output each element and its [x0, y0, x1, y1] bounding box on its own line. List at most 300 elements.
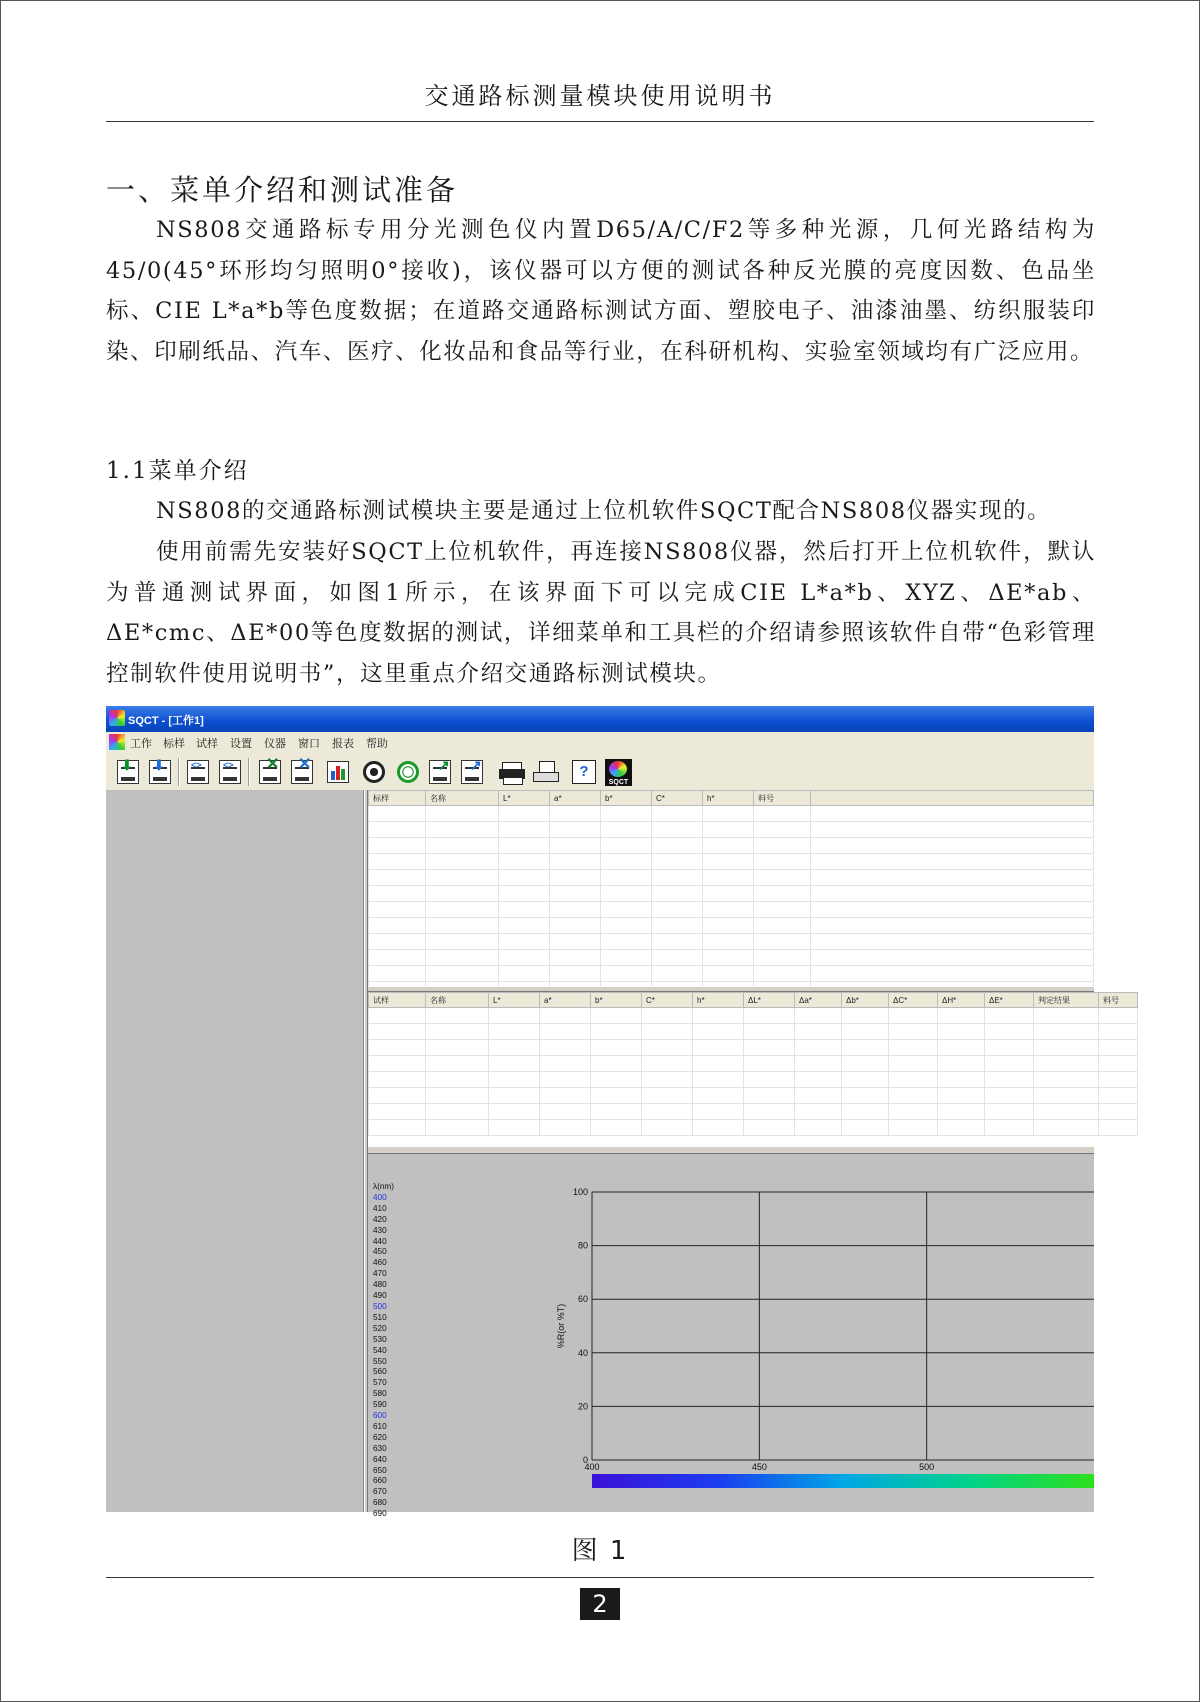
table-cell[interactable]	[369, 902, 426, 918]
table-cell[interactable]	[601, 950, 652, 966]
wavelength-item[interactable]: 560	[373, 1367, 387, 1377]
table-cell[interactable]	[795, 1056, 842, 1072]
table-cell[interactable]	[1099, 1104, 1138, 1120]
column-header[interactable]: ΔH*	[938, 993, 985, 1008]
table-cell[interactable]	[795, 1120, 842, 1136]
table-cell[interactable]	[601, 966, 652, 982]
table-cell[interactable]	[744, 1024, 795, 1040]
table-cell[interactable]	[642, 1008, 693, 1024]
help-icon[interactable]: ?	[570, 758, 598, 786]
table-cell[interactable]	[889, 1008, 938, 1024]
table-cell[interactable]	[842, 1120, 889, 1136]
table-cell[interactable]	[842, 1072, 889, 1088]
table-cell[interactable]	[642, 1024, 693, 1040]
table-row[interactable]	[369, 870, 1094, 886]
wavelength-item[interactable]: 460	[373, 1258, 387, 1268]
column-header[interactable]: ΔC*	[889, 993, 938, 1008]
table-cell[interactable]	[369, 886, 426, 902]
table-cell[interactable]	[591, 1072, 642, 1088]
table-cell[interactable]	[744, 1056, 795, 1072]
table-cell[interactable]	[754, 806, 811, 822]
table-cell[interactable]	[985, 1088, 1034, 1104]
table-cell[interactable]	[985, 1056, 1034, 1072]
table-cell[interactable]	[985, 1040, 1034, 1056]
table-cell[interactable]	[652, 806, 703, 822]
measure-standard-icon[interactable]	[360, 758, 388, 786]
wavelength-item[interactable]: 510	[373, 1312, 387, 1322]
table-cell[interactable]	[489, 1088, 540, 1104]
table-cell[interactable]	[938, 1056, 985, 1072]
table-row[interactable]	[369, 1120, 1138, 1136]
table-cell[interactable]	[795, 1040, 842, 1056]
table-cell[interactable]	[369, 950, 426, 966]
table-cell[interactable]	[426, 902, 499, 918]
wavelength-item[interactable]: 520	[373, 1323, 387, 1333]
table-cell[interactable]	[550, 838, 601, 854]
table-cell[interactable]	[795, 1088, 842, 1104]
table-cell[interactable]	[489, 1008, 540, 1024]
table-cell[interactable]	[744, 1120, 795, 1136]
column-header[interactable]: a*	[540, 993, 591, 1008]
wavelength-item[interactable]: 480	[373, 1280, 387, 1290]
table-cell[interactable]	[938, 1024, 985, 1040]
table-cell[interactable]	[811, 918, 1094, 934]
table-row[interactable]	[369, 806, 1094, 822]
table-cell[interactable]	[369, 870, 426, 886]
column-header[interactable]: 名称	[426, 791, 499, 806]
wavelength-item[interactable]: 540	[373, 1345, 387, 1355]
table-cell[interactable]	[550, 966, 601, 982]
table-cell[interactable]	[426, 1040, 489, 1056]
table-cell[interactable]	[693, 1056, 744, 1072]
table-cell[interactable]	[540, 1120, 591, 1136]
wavelength-item[interactable]: 400	[373, 1192, 387, 1202]
table-cell[interactable]	[499, 902, 550, 918]
table-row[interactable]	[369, 966, 1094, 982]
table-cell[interactable]	[426, 886, 499, 902]
table-cell[interactable]	[426, 806, 499, 822]
table-cell[interactable]	[795, 1072, 842, 1088]
measure-sample-icon[interactable]	[394, 758, 422, 786]
table-cell[interactable]	[754, 934, 811, 950]
wavelength-item[interactable]: 430	[373, 1225, 387, 1235]
table-cell[interactable]	[426, 1120, 489, 1136]
wavelength-item[interactable]: 620	[373, 1432, 387, 1442]
table-cell[interactable]	[985, 1104, 1034, 1120]
column-header[interactable]: 料号	[1099, 993, 1138, 1008]
table-cell[interactable]	[842, 1040, 889, 1056]
table-cell[interactable]	[499, 870, 550, 886]
table-cell[interactable]	[601, 902, 652, 918]
column-header[interactable]: Δa*	[795, 993, 842, 1008]
column-header[interactable]: C*	[642, 993, 693, 1008]
wavelength-item[interactable]: 530	[373, 1334, 387, 1344]
table-cell[interactable]	[499, 934, 550, 950]
table-cell[interactable]	[601, 806, 652, 822]
table-cell[interactable]	[842, 1008, 889, 1024]
print-preview-icon[interactable]	[532, 758, 560, 786]
column-header[interactable]: L*	[489, 993, 540, 1008]
wavelength-item[interactable]: 600	[373, 1411, 387, 1421]
table-cell[interactable]	[889, 1120, 938, 1136]
table-cell[interactable]	[1034, 1024, 1099, 1040]
table-cell[interactable]	[1099, 1072, 1138, 1088]
table-cell[interactable]	[642, 1088, 693, 1104]
table-cell[interactable]	[642, 1120, 693, 1136]
table-cell[interactable]	[744, 1040, 795, 1056]
table-cell[interactable]	[489, 1072, 540, 1088]
column-header[interactable]: L*	[499, 791, 550, 806]
table-cell[interactable]	[426, 870, 499, 886]
wavelength-item[interactable]: 440	[373, 1236, 387, 1246]
table-cell[interactable]	[591, 1120, 642, 1136]
table-cell[interactable]	[703, 870, 754, 886]
table-cell[interactable]	[938, 1104, 985, 1120]
wavelength-item[interactable]: 410	[373, 1203, 387, 1213]
table-cell[interactable]	[369, 1008, 426, 1024]
table-cell[interactable]	[489, 1056, 540, 1072]
table-cell[interactable]	[1034, 1072, 1099, 1088]
table-cell[interactable]	[550, 806, 601, 822]
wavelength-item[interactable]: 650	[373, 1465, 387, 1475]
table-cell[interactable]	[795, 1008, 842, 1024]
table-cell[interactable]	[652, 950, 703, 966]
table-cell[interactable]	[842, 1024, 889, 1040]
delete-standard-icon[interactable]: ✕	[256, 758, 284, 786]
table-cell[interactable]	[1034, 1056, 1099, 1072]
table-cell[interactable]	[693, 1072, 744, 1088]
table-cell[interactable]	[369, 918, 426, 934]
table-cell[interactable]	[601, 918, 652, 934]
table-cell[interactable]	[369, 1072, 426, 1088]
table-cell[interactable]	[1099, 1056, 1138, 1072]
wavelength-item[interactable]: 660	[373, 1476, 387, 1486]
table-cell[interactable]	[703, 934, 754, 950]
table-cell[interactable]	[842, 1088, 889, 1104]
table-cell[interactable]	[550, 854, 601, 870]
table-cell[interactable]	[811, 886, 1094, 902]
table-cell[interactable]	[889, 1056, 938, 1072]
table-cell[interactable]	[642, 1056, 693, 1072]
table-cell[interactable]	[652, 870, 703, 886]
table-row[interactable]	[369, 886, 1094, 902]
menu-item-window[interactable]: 窗口	[298, 738, 320, 750]
table-cell[interactable]	[601, 934, 652, 950]
table-cell[interactable]	[369, 838, 426, 854]
table-cell[interactable]	[499, 854, 550, 870]
table-cell[interactable]	[642, 1072, 693, 1088]
table-cell[interactable]	[591, 1088, 642, 1104]
table-cell[interactable]	[1099, 1120, 1138, 1136]
table-cell[interactable]	[426, 1008, 489, 1024]
table-cell[interactable]	[985, 1072, 1034, 1088]
column-header[interactable]: b*	[591, 993, 642, 1008]
table-cell[interactable]	[540, 1024, 591, 1040]
table-cell[interactable]	[754, 838, 811, 854]
table-cell[interactable]	[811, 854, 1094, 870]
table-row[interactable]	[369, 1056, 1138, 1072]
table-cell[interactable]	[550, 886, 601, 902]
table-cell[interactable]	[426, 822, 499, 838]
delete-sample-icon[interactable]: ✕	[288, 758, 316, 786]
wavelength-item[interactable]: 670	[373, 1487, 387, 1497]
table-row[interactable]	[369, 934, 1094, 950]
wavelength-item[interactable]: 450	[373, 1247, 387, 1257]
table-cell[interactable]	[744, 1008, 795, 1024]
table-cell[interactable]	[985, 1120, 1034, 1136]
table-cell[interactable]	[489, 1120, 540, 1136]
wavelength-item[interactable]: 640	[373, 1454, 387, 1464]
table-cell[interactable]	[985, 1008, 1034, 1024]
wavelength-item[interactable]: 580	[373, 1389, 387, 1399]
table-cell[interactable]	[811, 838, 1094, 854]
table-row[interactable]	[369, 1088, 1138, 1104]
menu-item-standard[interactable]: 标样	[163, 738, 185, 750]
column-header[interactable]: 名称	[426, 993, 489, 1008]
table-cell[interactable]	[369, 1056, 426, 1072]
wavelength-item[interactable]: 470	[373, 1269, 387, 1279]
table-cell[interactable]	[703, 854, 754, 870]
wavelength-item[interactable]: 610	[373, 1421, 387, 1431]
table-cell[interactable]	[369, 1088, 426, 1104]
column-header[interactable]: ΔE*	[985, 993, 1034, 1008]
column-header[interactable]: C*	[652, 791, 703, 806]
table-cell[interactable]	[1099, 1008, 1138, 1024]
table-cell[interactable]	[842, 1104, 889, 1120]
table-cell[interactable]	[795, 1104, 842, 1120]
wavelength-item[interactable]: 680	[373, 1498, 387, 1508]
table-cell[interactable]	[842, 1056, 889, 1072]
horizontal-splitter-2[interactable]	[368, 1146, 1094, 1154]
table-cell[interactable]	[754, 854, 811, 870]
menu-item-work[interactable]: 工作	[130, 738, 152, 750]
swap-standard-icon[interactable]: <>	[184, 758, 212, 786]
wavelength-item[interactable]: 490	[373, 1291, 387, 1301]
table-cell[interactable]	[499, 918, 550, 934]
table-cell[interactable]	[754, 822, 811, 838]
column-header[interactable]: Δb*	[842, 993, 889, 1008]
table-cell[interactable]	[369, 1040, 426, 1056]
table-cell[interactable]	[1034, 1040, 1099, 1056]
table-cell[interactable]	[754, 886, 811, 902]
table-cell[interactable]	[811, 966, 1094, 982]
menu-item-instrument[interactable]: 仪器	[264, 738, 286, 750]
table-cell[interactable]	[499, 966, 550, 982]
table-cell[interactable]	[1099, 1040, 1138, 1056]
swap-sample-icon[interactable]: <>	[216, 758, 244, 786]
table-cell[interactable]	[426, 1088, 489, 1104]
table-cell[interactable]	[744, 1072, 795, 1088]
table-cell[interactable]	[591, 1104, 642, 1120]
table-cell[interactable]	[499, 838, 550, 854]
table-cell[interactable]	[693, 1104, 744, 1120]
table-cell[interactable]	[426, 1104, 489, 1120]
table-cell[interactable]	[938, 1072, 985, 1088]
table-cell[interactable]	[550, 822, 601, 838]
table-cell[interactable]	[652, 838, 703, 854]
table-cell[interactable]	[601, 822, 652, 838]
table-cell[interactable]	[795, 1024, 842, 1040]
table-cell[interactable]	[591, 1024, 642, 1040]
table-cell[interactable]	[703, 806, 754, 822]
table-cell[interactable]	[499, 950, 550, 966]
table-cell[interactable]	[652, 822, 703, 838]
table-cell[interactable]	[550, 870, 601, 886]
table-row[interactable]	[369, 1104, 1138, 1120]
table-cell[interactable]	[889, 1072, 938, 1088]
table-cell[interactable]	[985, 1024, 1034, 1040]
table-cell[interactable]	[811, 950, 1094, 966]
import-standard-icon[interactable]: ⬇	[114, 758, 142, 786]
table-cell[interactable]	[938, 1040, 985, 1056]
table-cell[interactable]	[540, 1008, 591, 1024]
table-cell[interactable]	[703, 918, 754, 934]
table-cell[interactable]	[499, 886, 550, 902]
table-cell[interactable]	[693, 1120, 744, 1136]
table-cell[interactable]	[426, 966, 499, 982]
table-row[interactable]	[369, 950, 1094, 966]
table-row[interactable]	[369, 822, 1094, 838]
table-cell[interactable]	[499, 822, 550, 838]
table-cell[interactable]	[744, 1104, 795, 1120]
table-cell[interactable]	[754, 966, 811, 982]
column-header[interactable]: 判定结果	[1034, 993, 1099, 1008]
table-cell[interactable]	[754, 918, 811, 934]
table-cell[interactable]	[1034, 1120, 1099, 1136]
table-row[interactable]	[369, 1072, 1138, 1088]
table-cell[interactable]	[499, 806, 550, 822]
wavelength-item[interactable]: 550	[373, 1356, 387, 1366]
table-cell[interactable]	[540, 1072, 591, 1088]
table-cell[interactable]	[426, 918, 499, 934]
table-cell[interactable]	[601, 886, 652, 902]
table-cell[interactable]	[811, 806, 1094, 822]
table-cell[interactable]	[938, 1120, 985, 1136]
table-cell[interactable]	[426, 854, 499, 870]
table-cell[interactable]	[369, 966, 426, 982]
table-cell[interactable]	[703, 966, 754, 982]
table-cell[interactable]	[652, 918, 703, 934]
wavelength-item[interactable]: 690	[373, 1509, 387, 1519]
menu-item-help[interactable]: 帮助	[366, 738, 388, 750]
table-cell[interactable]	[754, 870, 811, 886]
table-cell[interactable]	[889, 1024, 938, 1040]
table-cell[interactable]	[540, 1056, 591, 1072]
table-cell[interactable]	[601, 870, 652, 886]
table-cell[interactable]	[754, 902, 811, 918]
bar-chart-icon[interactable]	[324, 758, 352, 786]
table-cell[interactable]	[369, 822, 426, 838]
import-sample-icon[interactable]: ⬇	[146, 758, 174, 786]
table-cell[interactable]	[744, 1088, 795, 1104]
table-row[interactable]	[369, 838, 1094, 854]
table-cell[interactable]	[591, 1040, 642, 1056]
table-cell[interactable]	[703, 886, 754, 902]
table-cell[interactable]	[811, 902, 1094, 918]
menu-item-settings[interactable]: 设置	[230, 738, 252, 750]
table-cell[interactable]	[693, 1040, 744, 1056]
table-cell[interactable]	[652, 854, 703, 870]
table-cell[interactable]	[703, 822, 754, 838]
table-cell[interactable]	[652, 902, 703, 918]
column-header[interactable]: b*	[601, 791, 652, 806]
column-header[interactable]: ΔL*	[744, 993, 795, 1008]
table-cell[interactable]	[591, 1008, 642, 1024]
table-cell[interactable]	[369, 854, 426, 870]
table-cell[interactable]	[652, 966, 703, 982]
wavelength-item[interactable]: 420	[373, 1214, 387, 1224]
print-icon[interactable]	[498, 758, 526, 786]
column-header[interactable]: h*	[703, 791, 754, 806]
table-cell[interactable]	[889, 1088, 938, 1104]
export-sample-icon[interactable]: ↗	[458, 758, 486, 786]
table-cell[interactable]	[369, 806, 426, 822]
table-cell[interactable]	[642, 1040, 693, 1056]
window-titlebar[interactable]	[106, 706, 1094, 732]
column-header[interactable]: 标样	[369, 791, 426, 806]
menu-item-report[interactable]: 报表	[332, 738, 354, 750]
table-cell[interactable]	[591, 1056, 642, 1072]
table-cell[interactable]	[426, 1056, 489, 1072]
table-cell[interactable]	[754, 950, 811, 966]
table-cell[interactable]	[703, 950, 754, 966]
column-header[interactable]: 料号	[754, 791, 811, 806]
table-cell[interactable]	[426, 934, 499, 950]
table-cell[interactable]	[426, 1072, 489, 1088]
table-cell[interactable]	[642, 1104, 693, 1120]
table-cell[interactable]	[703, 902, 754, 918]
table-cell[interactable]	[1099, 1024, 1138, 1040]
table-row[interactable]	[369, 902, 1094, 918]
wavelength-item[interactable]: 570	[373, 1378, 387, 1388]
table-cell[interactable]	[489, 1040, 540, 1056]
table-cell[interactable]	[811, 870, 1094, 886]
table-cell[interactable]	[703, 838, 754, 854]
wavelength-item[interactable]: 500	[373, 1301, 387, 1311]
table-cell[interactable]	[426, 1024, 489, 1040]
table-cell[interactable]	[601, 854, 652, 870]
table-cell[interactable]	[489, 1024, 540, 1040]
sqct-logo-icon[interactable]	[604, 758, 632, 786]
table-cell[interactable]	[652, 934, 703, 950]
table-cell[interactable]	[1099, 1088, 1138, 1104]
table-cell[interactable]	[1034, 1104, 1099, 1120]
table-cell[interactable]	[693, 1008, 744, 1024]
table-cell[interactable]	[811, 822, 1094, 838]
table-cell[interactable]	[550, 902, 601, 918]
table-cell[interactable]	[540, 1104, 591, 1120]
table-cell[interactable]	[369, 934, 426, 950]
table-cell[interactable]	[369, 1104, 426, 1120]
table-cell[interactable]	[550, 950, 601, 966]
table-cell[interactable]	[540, 1088, 591, 1104]
table-cell[interactable]	[550, 918, 601, 934]
table-cell[interactable]	[426, 838, 499, 854]
table-cell[interactable]	[938, 1008, 985, 1024]
table-cell[interactable]	[369, 1024, 426, 1040]
table-cell[interactable]	[693, 1024, 744, 1040]
table-cell[interactable]	[550, 934, 601, 950]
table-cell[interactable]	[426, 950, 499, 966]
column-header[interactable]: h*	[693, 993, 744, 1008]
table-row[interactable]	[369, 1008, 1138, 1024]
table-cell[interactable]	[652, 886, 703, 902]
table-row[interactable]	[369, 1024, 1138, 1040]
table-cell[interactable]	[693, 1088, 744, 1104]
column-header[interactable]: a*	[550, 791, 601, 806]
table-cell[interactable]	[889, 1040, 938, 1056]
table-row[interactable]	[369, 1040, 1138, 1056]
